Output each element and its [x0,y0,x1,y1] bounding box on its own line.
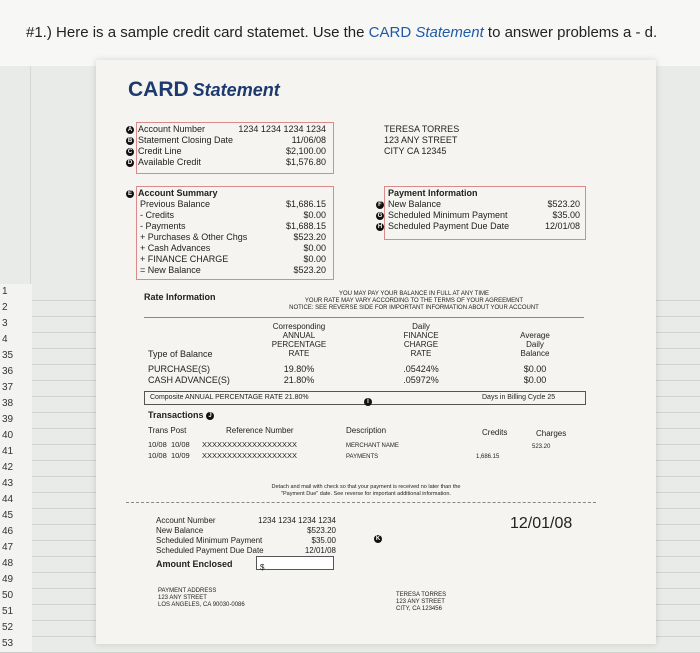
account-label-row [126,135,233,146]
transactions-heading-row [148,410,218,421]
txn-dates [148,439,190,461]
summary-label: - Payments [140,221,186,231]
row-number[interactable]: 3 [0,316,32,333]
rate-type: PURCHASE(S) [148,364,211,374]
question-statement-word: Statement [415,24,484,41]
account-label-row [126,146,233,157]
summary-label: + Cash Advances [140,243,211,253]
rate-divider [144,317,584,318]
row-number[interactable]: 40 [0,428,32,445]
account-labels [126,124,233,168]
col-charges: Charges [536,429,567,438]
summary-labels [126,188,247,276]
credit-line-value: $2,100.00 [285,146,326,156]
summary-label: + FINANCE CHARGE [140,254,229,264]
txn-reference: XXXXXXXXXXXXXXXXXXX [202,440,298,449]
txn-description: MERCHANT NAME [346,443,399,449]
question-number: #1.) [26,24,52,41]
bullet-j-icon: J [206,412,214,420]
rate-aprs [264,364,334,386]
rate-avg: $0.00 [523,375,547,385]
payment-label-row [376,199,509,210]
summary-label: Previous Balance [140,199,211,209]
available-credit-value: $1,576.80 [285,157,326,167]
col-credits: Credits [482,428,508,437]
stub-label: Account Number [156,516,216,525]
summary-heading-row [126,188,247,199]
bullet-a-icon: A [127,126,133,133]
row-number[interactable]: 42 [0,460,32,477]
summary-value: $0.00 [303,243,326,253]
stub-value: $523.20 [307,526,336,535]
summary-bullet-icon: E [127,190,132,197]
col-reference: Reference Number [226,426,294,435]
txn-charge: 523.20 [532,444,551,450]
rate-daily-header [386,322,456,358]
closing-date-value: 11/06/08 [291,135,326,145]
bullet-k-icon: K [375,535,381,542]
table-row [148,439,190,450]
question-text-b: to answer problems a - d. [487,24,658,41]
txn-post-date: 10/09 [170,451,190,460]
txn-trans-date: 10/08 [148,451,167,460]
title-card: CARD [128,78,189,101]
col-description: Description [346,426,387,435]
row-number[interactable]: 45 [0,508,32,525]
customer-address-bottom [396,592,446,613]
rate-daily-header-line: FINANCE [403,331,439,340]
row-number[interactable]: 37 [0,380,32,397]
rate-avgs [500,364,570,386]
composite-apr: Composite ANNUAL PERCENTAGE RATE 21.80% [150,394,309,401]
card-statement [96,60,656,644]
rate-notice-line: YOU MAY PAY YOUR BALANCE IN FULL AT ANY TIME [338,291,490,297]
available-credit-label: Available Credit [138,157,201,167]
row-number[interactable]: 1 [0,284,32,301]
customer-address-line: CITY, CA 123456 [396,606,442,612]
billing-cycle-days: Days in Billing Cycle 25 [482,394,556,401]
rate-avg-header-line: Daily [526,340,544,349]
rate-dailies [386,364,456,386]
bullet-i-icon: I [364,398,372,406]
account-label-row [126,124,233,135]
question-card-word: CARD [368,24,412,41]
statement-title [128,78,280,102]
payment-address-line: PAYMENT ADDRESS [158,588,217,594]
dollar-sign: $ [260,563,265,572]
customer-city: CITY CA 12345 [384,146,447,156]
question-text-a: Here is a sample credit card statemet. Use the [56,24,365,41]
payment-bullet-icon: H [377,223,383,230]
summary-heading: Account Summary [138,188,218,198]
row-number[interactable]: 35 [0,348,32,365]
amount-enclosed-label: Amount Enclosed [156,559,233,569]
detach-note-line: "Payment Due" date. See reverse for important additional information. [281,491,451,497]
question-text [26,24,657,41]
account-values [226,124,326,168]
summary-value: $1,686.15 [285,199,326,209]
bullet-c-icon: C [127,148,133,155]
payment-label-row [376,221,509,232]
rate-notice [284,291,544,312]
txn-descs [346,441,399,463]
col-trans-post: Trans Post [148,426,187,435]
stub-label: New Balance [156,526,204,535]
payment-new-balance-label: New Balance [388,199,442,209]
row-number[interactable]: 2 [0,300,32,317]
payment-heading: Payment Information [388,188,478,198]
payment-due-date-label: Scheduled Payment Due Date [388,221,510,231]
detach-line [126,502,596,503]
rate-apr-header [264,322,334,358]
row-number[interactable]: 53 [0,636,32,653]
stub-values [236,516,336,556]
summary-value: $523.20 [293,265,326,275]
rate-apr-header-line: RATE [288,349,310,358]
account-label-row [126,157,233,168]
transactions-heading: Transactions [148,410,204,420]
row-number[interactable]: 41 [0,444,32,461]
rate-apr: 19.80% [283,364,315,374]
summary-label: = New Balance [140,265,201,275]
summary-label: + Purchases & Other Chgs [140,232,248,242]
bullet-b-icon: B [127,137,133,144]
rate-daily-header-line: Daily [412,322,430,331]
stub-bullet [374,530,386,548]
rate-type: CASH ADVANCE(S) [148,375,230,385]
customer-address-line: TERESA TORRES [396,592,447,598]
rate-apr-header-line: ANNUAL [282,331,316,340]
rate-daily-header-line: RATE [410,349,432,358]
amount-enclosed-input[interactable] [256,556,334,570]
stub-due-date: 12/01/08 [510,515,573,532]
payment-address-line: LOS ANGELES, CA 90030-0086 [158,602,245,608]
rate-avg-header [500,331,570,358]
row-number[interactable]: 49 [0,572,32,589]
payment-minimum-value: $35.00 [552,210,580,220]
table-row [148,450,190,461]
row-number[interactable]: 38 [0,396,32,413]
stub-value: 12/01/08 [304,546,336,555]
txn-post-date: 10/08 [170,440,190,449]
composite-bullet [364,393,376,411]
rate-heading: Rate Information [144,292,216,302]
detach-note [236,484,496,498]
payment-due-date-value: 12/01/08 [544,221,580,231]
row-number[interactable]: 46 [0,524,32,541]
stub-label: Scheduled Payment Due Date [156,546,264,555]
rate-avg-header-line: Balance [520,349,550,358]
row-number[interactable]: 39 [0,412,32,429]
txn-trans-date: 10/08 [148,440,167,449]
credit-line-label: Credit Line [138,146,182,156]
summary-value: $1,688.15 [285,221,326,231]
txn-credit: 1,686.15 [476,454,500,460]
summary-values [246,199,326,276]
account-number-label: Account Number [138,124,206,134]
row-number[interactable]: 50 [0,588,32,605]
payment-label-row [376,210,509,221]
txn-description: PAYMENTS [346,454,379,460]
payment-bullet-icon: F [376,201,384,209]
stub-value: $35.00 [311,536,336,545]
rate-apr-header-line: PERCENTAGE [271,340,327,349]
rate-apr-header-line: Corresponding [272,322,326,331]
summary-value: $523.20 [293,232,326,242]
payment-address-line: 123 ANY STREET [158,595,207,601]
rate-notice-line: NOTICE: SEE REVERSE SIDE FOR IMPORTANT INFORMATION ABOUT YOUR ACCOUNT [289,305,539,311]
rate-daily: .05972% [403,375,439,385]
payment-minimum-label: Scheduled Minimum Payment [388,210,508,220]
payment-values [506,199,580,232]
row-number[interactable]: 51 [0,604,32,621]
closing-date-label: Statement Closing Date [138,135,234,145]
txn-refs [202,439,297,461]
rate-apr: 21.80% [283,375,315,385]
summary-label: - Credits [140,210,175,220]
rate-types [148,364,230,386]
stub-label: Scheduled Minimum Payment [156,536,263,545]
rate-notice-line: YOUR RATE MAY VARY ACCORDING TO THE TERMS OF YOUR AGREEMENT [304,298,524,304]
question-header [0,0,700,66]
rate-avg-header-line: Average [520,331,550,340]
payment-bullet-icon: G [377,212,383,219]
payment-new-balance-value: $523.20 [547,199,580,209]
account-number-value: 1234 1234 1234 1234 [238,124,326,134]
customer-name: TERESA TORRES [384,124,460,134]
customer-address-top [384,124,459,157]
row-number[interactable]: 43 [0,476,32,493]
payment-labels [376,188,509,232]
row-number[interactable]: 44 [0,492,32,509]
row-number[interactable]: 4 [0,332,32,349]
row-number[interactable]: 47 [0,540,32,557]
stub-value: 1234 1234 1234 1234 [258,516,336,525]
rate-daily: .05424% [403,364,439,374]
txn-reference: XXXXXXXXXXXXXXXXXXX [202,451,298,460]
row-number[interactable]: 36 [0,364,32,381]
summary-value: $0.00 [303,254,326,264]
row-number[interactable]: 48 [0,556,32,573]
title-statement: Statement [192,80,280,100]
summary-value: $0.00 [303,210,326,220]
rate-daily-header-line: CHARGE [403,340,439,349]
bullet-d-icon: D [127,159,133,166]
rate-avg: $0.00 [523,364,547,374]
row-number[interactable]: 52 [0,620,32,637]
detach-note-line: Detach and mail with check so that your payment is received no later than the [271,484,461,490]
customer-address-line: 123 ANY STREET [396,599,445,605]
payment-address [158,588,245,609]
rate-type-header: Type of Balance [148,349,213,359]
customer-street: 123 ANY STREET [384,135,458,145]
